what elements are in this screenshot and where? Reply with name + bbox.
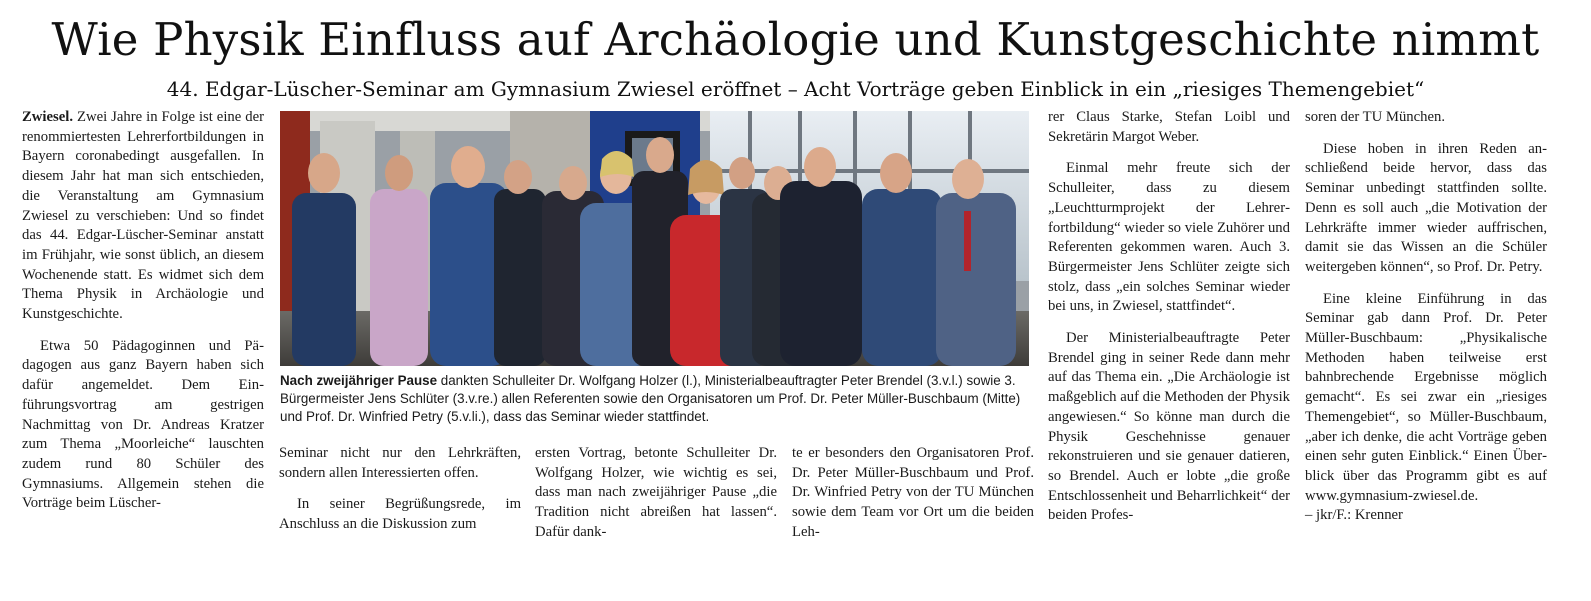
column-2-paragraph-1: Seminar nicht nur den Lehrkräften, sondern allen Interessierten offen. [279,445,521,481]
article-column-6 [1305,108,1547,526]
caption-text: dankten Schulleiter Dr. Wolfgang Holzer (l.), Ministerialbeauftragter Peter Brendel (3.v.l.) sowie 3. Bürgermeister Jens Schlüter (3.v.re.) allen Referenten sowie den Organisatoren um Prof. Dr. Peter Müller-Buschbaum (Mitte) und Prof. Dr. Winfried Petry (5.v.li.), dass das Seminar wieder stattfindet. [280,373,1021,424]
column-1-paragraph-1 [22,108,264,325]
caption-lead: Nach zweijähriger Pause [280,373,438,388]
column-4-paragraph-1: te er besonders den Organisatoren Prof. Dr. Peter Müller-Buschbaum und Prof. Dr. Winfried Petry von der TU München sowie dem Team vor Ort um die beiden Leh- [792,445,1034,540]
photo-caption [280,372,1032,426]
article-column-3 [535,444,777,543]
article-headline: Wie Physik Einfluss auf Archäologie und Kunstgeschichte nimmt [51,13,1540,66]
column-5-paragraph-2: Einmal mehr freute sich der Schulleiter, dass zu diesem „Leuchtturmprojekt der Lehrerfortbildung“ wieder so viele Zuhörer und Referenten gekommen waren. Auch 3. Bürgermeister Jens Schlüter zeigte sich stolz, dass „ein solches Seminar wieder bei uns, in Zwiesel, stattfindet“. [1048,160,1290,315]
column-6-paragraph-3: Eine kleine Einführung in das Seminar gab dann Prof. Dr. Peter Müller-Buschbaum: „Physikalische Methoden haben teilweise erst bahnbrechende Ergebnisse möglich gemacht“. Es sei zwar ein „riesiges Themengebiet“, so Müller-Buschbaum, „aber ich denke, die acht Vorträge geben einen sehr guten Einblick.“ Einen Überblick über das Programm gibt es auf www.gymnasium-zwiesel.de. [1305,290,1547,504]
column-3-paragraph-1: ersten Vortrag, betonte Schulleiter Dr. Wolfgang Holzer, wie wichtig es sei, dass man nach zweijähriger Pause „die Tradition nicht abreißen hat lassen“. Dafür dank- [535,445,777,540]
column-5-paragraph-1: rer Claus Starke, Stefan Loibl und Sekretärin Margot Weber. [1048,109,1290,145]
group-photo [280,111,1029,366]
article-subheadline: 44. Edgar-Lüscher-Seminar am Gymnasium Zwiesel eröffnet – Acht Vorträge geben Einblick in ein „riesiges Themengebiet“ [166,77,1425,101]
column-6-paragraph-1: soren der TU München. [1305,109,1446,125]
column-6-paragraph-2: Diese hoben in ihren Reden anschließend beide hervor, dass das Seminar unbedingt stattfinden sollte. Denn es soll auch „die Motivation der Lehrkräfte immer wieder auffrischen, damit sie das Wissen an die Schüler weitergeben können“, so Prof. Dr. Petry. [1305,140,1547,275]
article-column-4 [792,444,1034,543]
dateline: Zwiesel. [22,109,73,125]
column-5-paragraph-3: Der Ministerialbeauftragte Peter Brendel ging in seiner Rede dann mehr auf das Thema ein. „Die Archäologie ist maßgeblich auf die Methoden der Physik angewiesen.“ So könne man durch die Physik Geschehnisse genauer rekonstruieren und sie genauer datieren, so Brendel. Auch er lobte „die große Entschlossenheit und Beharrlichkeit“ der beiden Profes- [1048,330,1290,524]
author-credit: – jkr/F.: Krenner [1305,507,1403,524]
column-1-paragraph-1-text: Zwei Jahre in Folge ist eine der renommiertesten Lehrerfortbildungen in Bayern coronabedingt ausgefallen. In diesem Jahr hat man sich entschieden, die Veranstaltung am Gymnasium Zwiesel zu verschieben: Und so findet das 44. Edgar-Lüscher-Seminar anstatt im Frühjahr, wie sonst üblich, an diesem Wochenende statt. Es widmet sich dem Thema Physik in Archäologie und Kunstgeschichte. [22,109,265,323]
article-column-5 [1048,108,1290,526]
article-column-2 [279,444,521,535]
column-2-paragraph-2: In seiner Begrüßungsrede, im Anschluss an die Diskussion zum [279,496,521,533]
article-column-1 [22,108,264,514]
group-photo-illustration [280,111,1029,366]
column-1-paragraph-2: Etwa 50 Pädagoginnen und Pädagogen aus ganz Bayern haben sich dafür angemeldet. Dem Einführungsvortrag am gestrigen Nachmittag von Dr. Andreas Kratzer zum Thema „Moorleiche“ lauschten zudem rund 80 Schüler des Gymnasiums. Allgemein stehen die Vorträge beim Lüscher- [22,337,264,512]
